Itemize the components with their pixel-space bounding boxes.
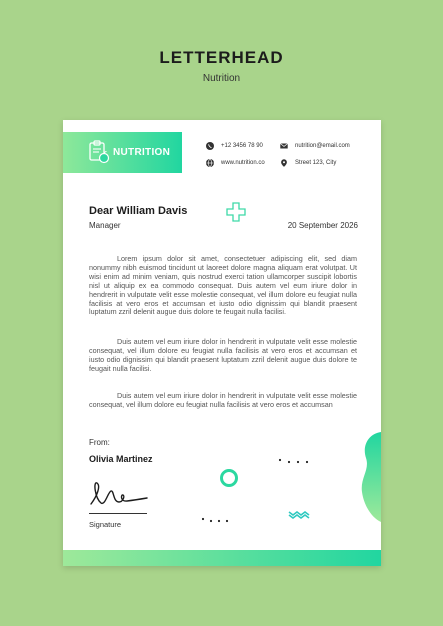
contact-website-text: www.nutrition.co: [221, 160, 265, 166]
brand-banner: [63, 132, 182, 173]
page-title: LETTERHEAD: [159, 48, 284, 67]
sender-name: Olivia Martinez: [89, 454, 153, 464]
signature-line: [89, 513, 147, 514]
footer-gradient-bar: [63, 550, 381, 566]
page-subtitle: Nutrition: [202, 73, 241, 84]
recipient-role: Manager: [89, 221, 121, 230]
letter-date: 20 September 2026: [287, 221, 358, 230]
letterhead-sheet: [63, 120, 381, 566]
body-paragraph-3: Duis autem vel eum iriure dolor in hendrerit in vulputate velit esse molestie consequat, vel illum dolore eu feugiat nulla facilisis at vero eros et accumsan: [89, 391, 357, 409]
contact-phone-text: +12 3456 78 90: [221, 143, 263, 149]
envelope-icon: [280, 142, 288, 150]
handwritten-signature: [87, 474, 151, 514]
signature-label: Signature: [89, 520, 122, 529]
medical-cross-icon: [226, 202, 246, 222]
location-pin-icon: [280, 159, 288, 167]
globe-icon: [206, 159, 214, 167]
contact-phone: [206, 142, 263, 150]
brand-name: NUTRITION: [113, 147, 171, 158]
body-paragraph-1: Lorem ipsum dolor sit amet, consectetuer adipiscing elit, sed diam nonummy nibh euismod tincidunt ut laoreet dolore magna aliquam erat volutpat. Ut wisi enim ad minim veniam, quis nostrud exerci tation ullamcorper suscipit lobortis nisl ut aliquip ex ea commodo consequat. Duis autem vel eum iriure dolor in hendrerit in vulputate velit esse molestie consequat, vel illum dolore eu feugiat nulla facilisis at vero eros et accumsan et iusto odio dignissim qui blandit praesent luptatum zzril delenit augue duis dolore te feugait nulla facilisi.: [89, 254, 357, 317]
body-paragraph-2: Duis autem vel eum iriure dolor in hendrerit in vulputate velit esse molestie consequat, vel illum dolore eu feugiat nulla facilisis at vero eros et accumsan et iusto odio dignissim qui blandit praesent luptatum zzril delenit augue duis dolore te feugait nulla facilisi.: [89, 337, 357, 373]
contact-address: [280, 159, 336, 167]
contact-address-text: Street 123, City: [295, 160, 337, 166]
recipient-name: Dear William Davis: [89, 205, 188, 217]
zigzag-decoration: [288, 509, 312, 519]
contact-website: [206, 159, 265, 167]
dots-decoration-bottom: [200, 516, 230, 524]
from-label: From:: [89, 438, 110, 447]
contact-email-text: nutrition@email.com: [295, 143, 350, 149]
ring-decoration: [219, 468, 239, 488]
dots-decoration-top: [277, 458, 311, 466]
contact-email: [280, 142, 350, 150]
wave-blob-decoration: [356, 432, 381, 524]
phone-icon: [206, 142, 214, 150]
clipboard-apple-icon: [88, 140, 110, 164]
